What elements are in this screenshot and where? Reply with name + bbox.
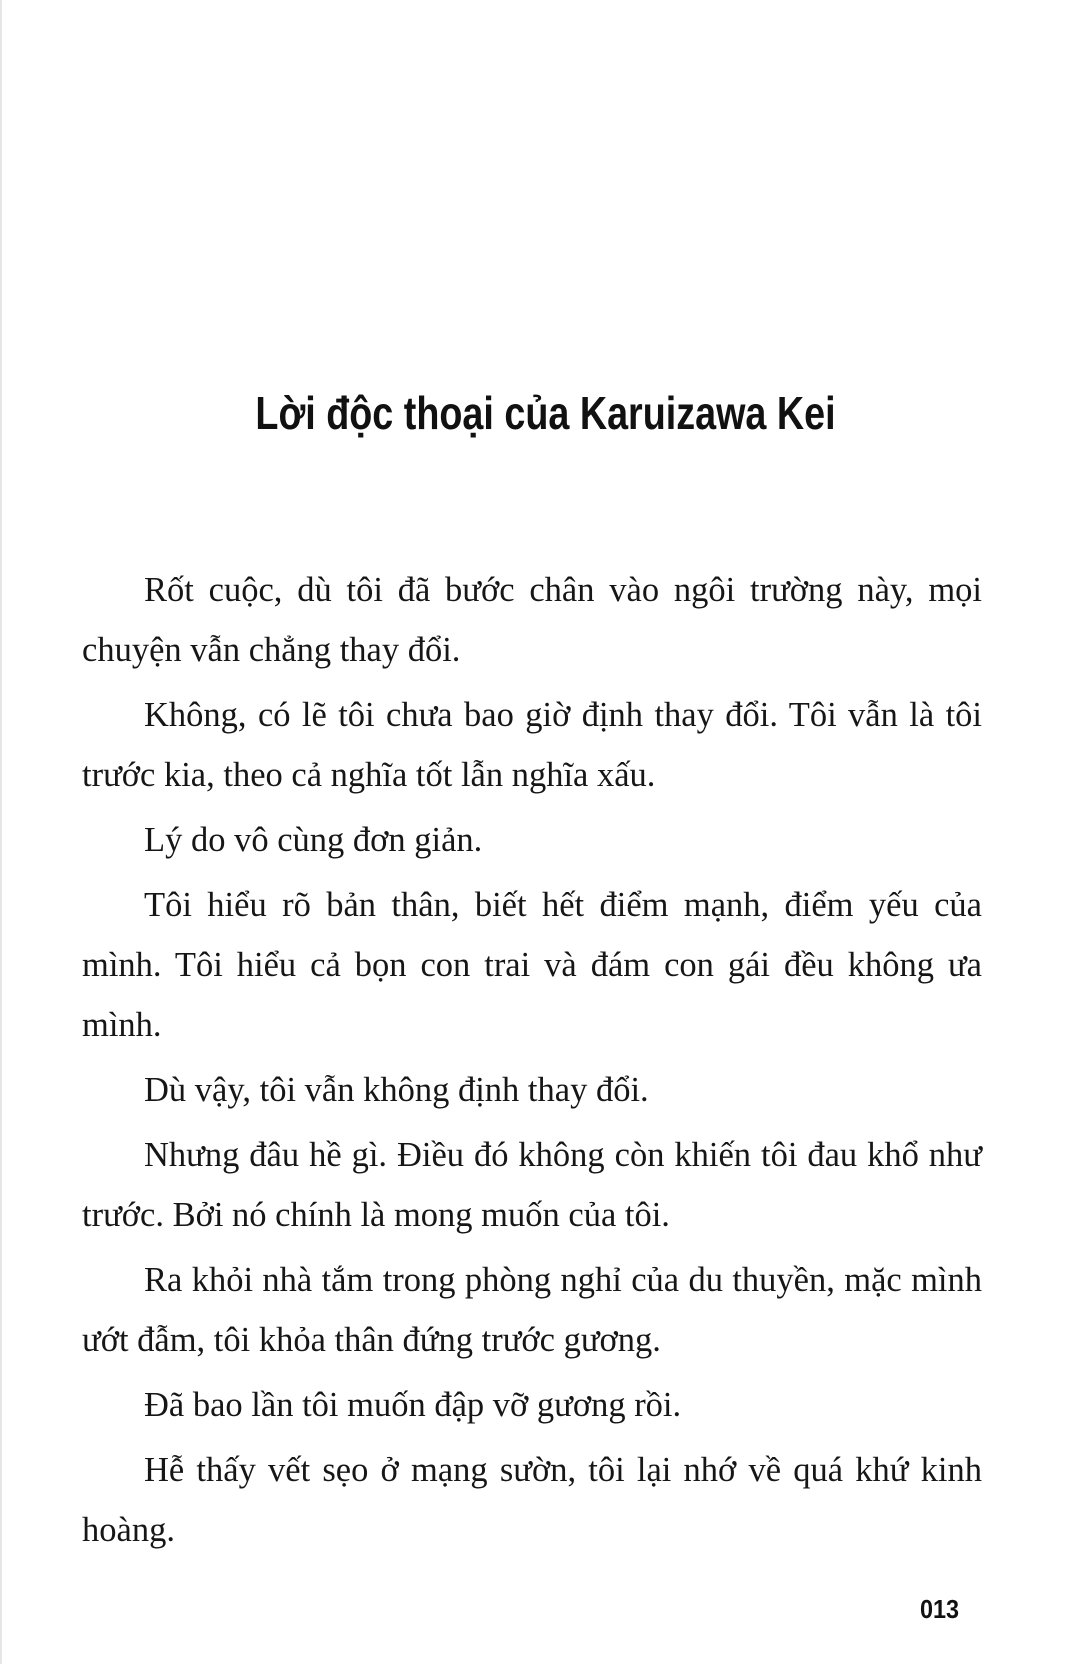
paragraph: Hễ thấy vết sẹo ở mạng sườn, tôi lại nhớ về quá khứ kinh hoàng.: [82, 1451, 982, 1549]
body-text: [82, 560, 982, 1565]
paragraph: Ra khỏi nhà tắm trong phòng nghỉ của du thuyền, mặc mình ướt đẫm, tôi khỏa thân đứng trước gương.: [82, 1261, 982, 1359]
paragraph: Đã bao lần tôi muốn đập vỡ gương rồi.: [144, 1386, 682, 1424]
paragraph: Nhưng đâu hề gì. Điều đó không còn khiến tôi đau khổ như trước. Bởi nó chính là mong muốn của tôi.: [82, 1136, 982, 1234]
page-number: 013: [920, 1594, 960, 1624]
paragraph: Rốt cuộc, dù tôi đã bước chân vào ngôi trường này, mọi chuyện vẫn chẳng thay đổi.: [82, 571, 982, 669]
paragraph: Tôi hiểu rõ bản thân, biết hết điểm mạnh, điểm yếu của mình. Tôi hiểu cả bọn con trai và đám con gái đều không ưa mình.: [82, 886, 982, 1044]
paragraph: Dù vậy, tôi vẫn không định thay đổi.: [144, 1071, 649, 1109]
chapter-title: Lời độc thoại của Karuizawa Kei: [255, 387, 836, 439]
paragraph: Lý do vô cùng đơn giản.: [144, 821, 483, 859]
page-left-edge: [0, 0, 2, 1664]
paragraph: Không, có lẽ tôi chưa bao giờ định thay đổi. Tôi vẫn là tôi trước kia, theo cả nghĩa tốt lẫn nghĩa xấu.: [82, 696, 982, 794]
